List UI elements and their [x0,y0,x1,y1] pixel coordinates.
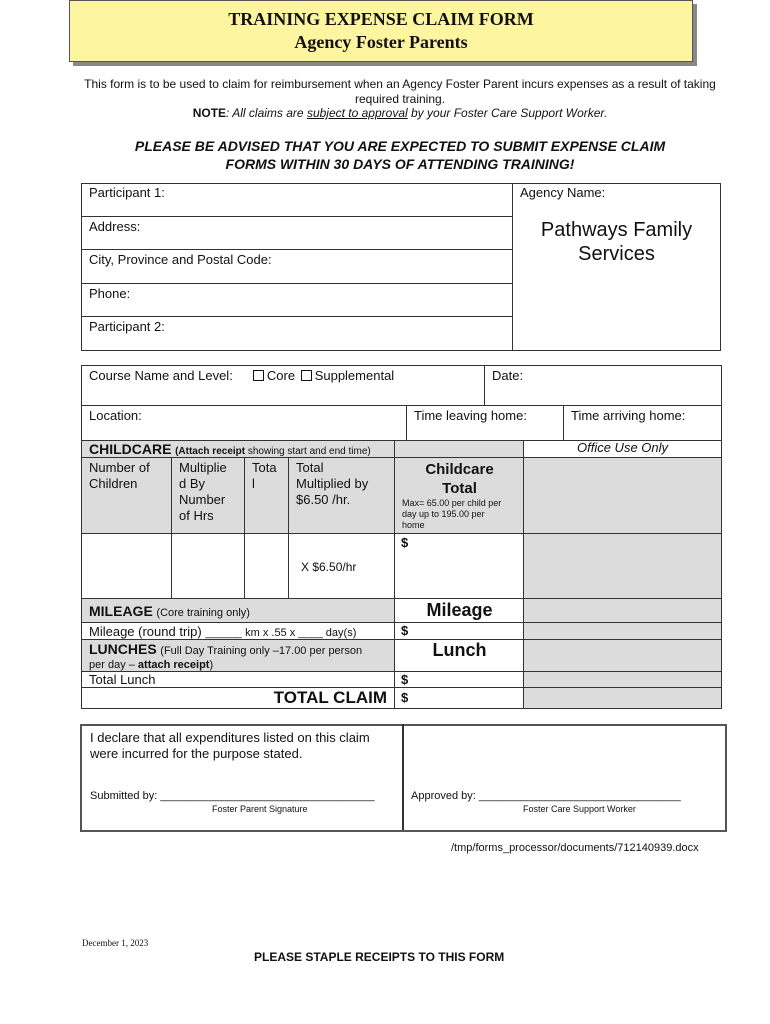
total-lunch-label: Total Lunch [89,672,156,687]
core-checkbox[interactable] [253,370,264,381]
staple-notice: PLEASE STAPLE RECEIPTS TO THIS FORM [254,950,505,964]
city-field[interactable]: City, Province and Postal Code: [89,252,272,267]
time-leaving-field[interactable]: Time leaving home: [414,408,527,423]
supplemental-checkbox[interactable] [301,370,312,381]
mileage-row: Mileage (round trip) ______ km x .55 x ____ day(s) [89,624,357,639]
location-field[interactable]: Location: [89,408,142,423]
childcare-dollar[interactable]: $ [401,535,409,550]
lunch-label: Lunch [432,640,487,660]
form-title: TRAINING EXPENSE CLAIM FORM [228,9,534,29]
date-field[interactable]: Date: [492,368,524,383]
childcare-heading: CHILDCARE (Attach receipt showing start and end time) [89,441,371,457]
col-total-multiplied: Total Multiplied by $6.50 /hr. [296,460,369,507]
form-subtitle: Agency Foster Parents [294,32,468,52]
mileage-heading: MILEAGE (Core training only) [89,603,250,619]
participant2-field[interactable]: Participant 2: [89,319,165,334]
approved-by-field[interactable]: Approved by: _________________________________ [411,790,681,802]
col-number-children: Number of Children [89,460,150,491]
form-title-box [69,0,693,62]
document-date: December 1, 2023 [82,938,149,948]
advisory-text: PLEASE BE ADVISED THAT YOU ARE EXPECTED TO SUBMIT EXPENSE CLAIM FORMS WITHIN 30 DAYS OF ATTENDING TRAINING! [134,138,666,172]
agency-name-label: Agency Name: [520,185,606,200]
childcare-max-note: Max= 65.00 per child per day up to 195.00 per home [402,498,502,530]
mileage-dollar[interactable]: $ [401,623,409,638]
time-arriving-field[interactable]: Time arriving home: [571,408,686,423]
phone-field[interactable]: Phone: [89,286,131,301]
document-path: /tmp/forms_processor/documents/712140939.docx [451,842,699,854]
lunch-dollar[interactable]: $ [401,672,409,687]
total-claim-dollar[interactable]: $ [401,690,409,705]
lunches-heading: LUNCHES (Full Day Training only –17.00 per person per day – attach receipt) [89,641,363,671]
submitted-sub: Foster Parent Signature [212,804,308,814]
note-text: NOTE: All claims are subject to approval by your Foster Care Support Worker. [192,106,608,120]
childcare-rate: X $6.50/hr [301,560,357,574]
agency-name-value: Pathways Family Services [540,219,693,265]
col-multiplied-hours: Multiplie d By Number of Hrs [179,460,227,523]
total-claim-label: TOTAL CLAIM [273,688,387,707]
office-use-label: Office Use Only [576,440,669,455]
address-field[interactable]: Address: [89,219,141,234]
approved-sub: Foster Care Support Worker [523,804,636,814]
mileage-label: Mileage [426,600,493,620]
course-name-label: Course Name and Level: Core Supplemental [89,368,395,383]
intro-text: This form is to be used to claim for reimbursement when an Agency Foster Parent incurs expenses as a result of taking required training. [84,77,716,106]
declaration-text: I declare that all expenditures listed on this claim were incurred for the purpose stated. [90,730,370,761]
col-total: Tota l [252,460,277,491]
participant1-field[interactable]: Participant 1: [89,185,165,200]
submitted-by-field[interactable]: Submitted by: ___________________________________ [90,790,375,802]
childcare-total-label: Childcare Total [425,461,494,497]
